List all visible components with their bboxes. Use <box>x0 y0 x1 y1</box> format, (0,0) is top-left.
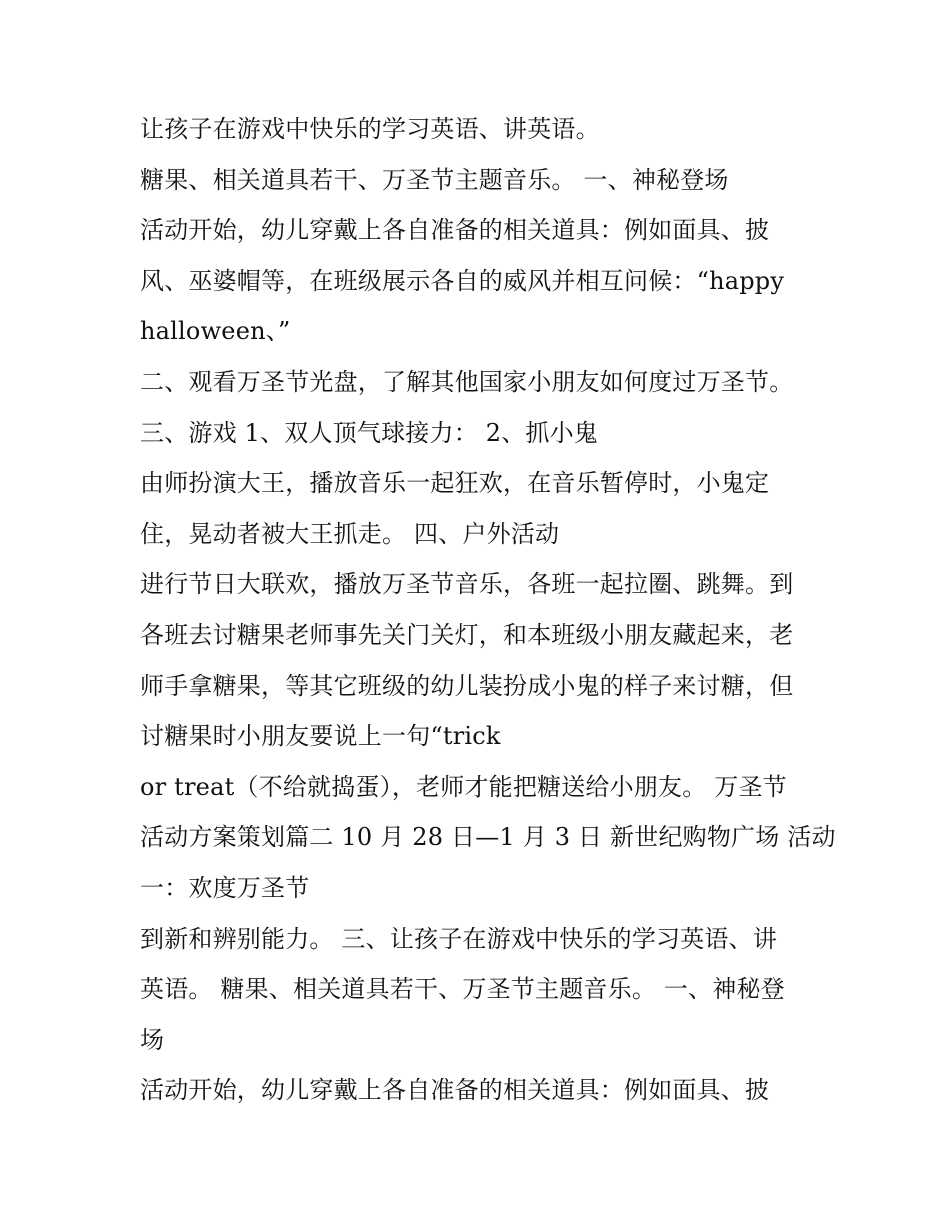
text-line: 一：欢度万圣节 <box>140 873 310 902</box>
text-line: 活动开始，幼儿穿戴上各自准备的相关道具：例如面具、披 <box>140 1076 770 1105</box>
text-line: 由师扮演大王，播放音乐一起狂欢，在音乐暂停时，小鬼定 <box>140 469 770 498</box>
text-line: 场 <box>140 1025 165 1054</box>
text-line: 师手拿糖果，等其它班级的幼儿装扮成小鬼的样子来讨糖，但 <box>140 671 794 700</box>
text-line: 进行节日大联欢，播放万圣节音乐，各班一起拉圈、跳舞。到 <box>140 570 794 599</box>
text-line: 各班去讨糖果老师事先关门关灯，和本班级小朋友藏起来，老 <box>140 620 794 649</box>
text-line: 活动开始，幼儿穿戴上各自准备的相关道具：例如面具、披 <box>140 216 770 245</box>
text-line: 三、游戏 1、双人顶气球接力： 2、抓小鬼 <box>140 418 598 447</box>
document-body <box>140 104 836 1116</box>
text-line: 糖果、相关道具若干、万圣节主题音乐。 一、神秘登场 <box>140 165 729 194</box>
text-line: 二、观看万圣节光盘，了解其他国家小朋友如何度过万圣节。 <box>140 367 794 396</box>
text-line: 住，晃动者被大王抓走。 四、户外活动 <box>140 519 560 548</box>
text-line: 活动方案策划篇二 10 月 28 日—1 月 3 日 新世纪购物广场 活动 <box>140 823 836 852</box>
text-line: 风、巫婆帽等，在班级展示各自的威风并相互问候：“happy <box>140 266 785 295</box>
text-line: 英语。 糖果、相关道具若干、万圣节主题音乐。 一、神秘登 <box>140 975 785 1004</box>
text-line: 让孩子在游戏中快乐的学习英语、讲英语。 <box>140 115 600 143</box>
text-line: halloween、” <box>140 317 291 346</box>
text-line: 到新和辨别能力。 三、让孩子在游戏中快乐的学习英语、讲 <box>140 924 778 953</box>
text-line: or treat（不给就捣蛋），老师才能把糖送给小朋友。 万圣节 <box>140 772 787 801</box>
text-line: 讨糖果时小朋友要说上一句“trick <box>140 722 501 751</box>
